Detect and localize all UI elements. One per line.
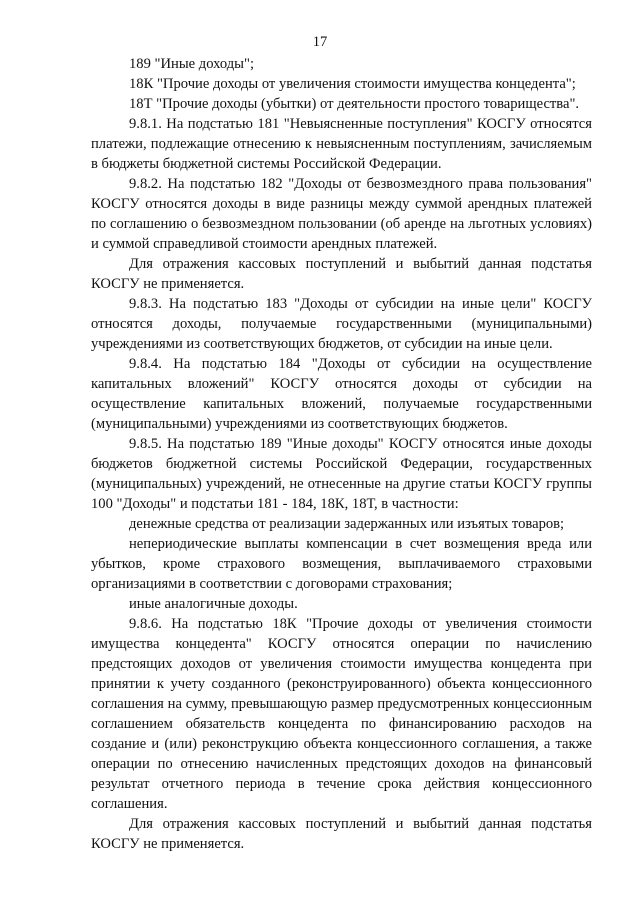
paragraph-9-8-3: 9.8.3. На подстатью 183 "Доходы от субсидии на иные цели" КОСГУ относятся доходы, получаемые государственными (муниципальными) учреждениями из соответствующих бюджетов, от субсидии на иные цели. (91, 296, 592, 352)
paragraph-list-item-other: иные аналогичные доходы. (129, 596, 298, 612)
paragraph-list-item-189: 189 "Иные доходы"; (129, 56, 254, 72)
paragraph-note-not-applicable-1: Для отражения кассовых поступлений и выбытий данная подстатья КОСГУ не применяется. (91, 256, 592, 292)
paragraph-9-8-6: 9.8.6. На подстатью 18К "Прочие доходы от увеличения стоимости имущества концедента" КОСГУ относятся операции по начислению предстоящих доходов от увеличения стоимости имущества концедента при принятии к учету созданного (реконструированного) объекта концессионного соглашения на сумму, превышающую размер предусмотренных концессионным соглашением обязательств концедента по финансированию расходов на создание и (или) реконструкцию объекта концессионного соглашения, а также операции по отнесению начисленных предстоящих доходов на финансовый результат отчетного периода в течение срока действия концессионного соглашения. (91, 616, 592, 812)
paragraph-9-8-2: 9.8.2. На подстатью 182 "Доходы от безвозмездного права пользования" КОСГУ относятся доходы в виде разницы между суммой арендных платежей по соглашению о безвозмездном пользовании (об аренде на льготных условиях) и суммой справедливой стоимости арендных платежей. (91, 176, 592, 252)
paragraph-note-not-applicable-2: Для отражения кассовых поступлений и выбытий данная подстатья КОСГУ не применяется. (91, 816, 592, 852)
paragraph-9-8-5: 9.8.5. На подстатью 189 "Иные доходы" КОСГУ относятся иные доходы бюджетов бюджетной системы Российской Федерации, государственных (муниципальных) учреждений, не отнесенные на другие статьи КОСГУ группы 100 "Доходы" и подстатьи 181 - 184, 18К, 18Т, в частности: (91, 436, 592, 512)
paragraph-list-item-18k: 18К "Прочие доходы от увеличения стоимости имущества концедента"; (129, 76, 576, 92)
paragraph-list-item-18t: 18Т "Прочие доходы (убытки) от деятельности простого товарищества". (129, 96, 580, 112)
page-number: 17 (312, 34, 328, 50)
paragraph-list-item-compensation: непериодические выплаты компенсации в счет возмещения вреда или убытков, кроме страхового возмещения, выплачиваемого страховыми организациями в соответствии с договорами страхования; (91, 536, 592, 592)
paragraph-list-item-goods: денежные средства от реализации задержанных или изъятых товаров; (129, 516, 565, 532)
paragraph-9-8-4: 9.8.4. На подстатью 184 "Доходы от субсидии на осуществление капитальных вложений" КОСГУ относятся доходы от субсидии на осуществление капитальных вложений, получаемые государственными (муниципальными) учреждениями из соответствующих бюджетов. (91, 356, 592, 432)
document-body (91, 54, 592, 854)
paragraph-9-8-1: 9.8.1. На подстатью 181 "Невыясненные поступления" КОСГУ относятся платежи, подлежащие отнесению к невыясненным поступлениям, зачисляемым в бюджеты бюджетной системы Российской Федерации. (91, 116, 592, 172)
